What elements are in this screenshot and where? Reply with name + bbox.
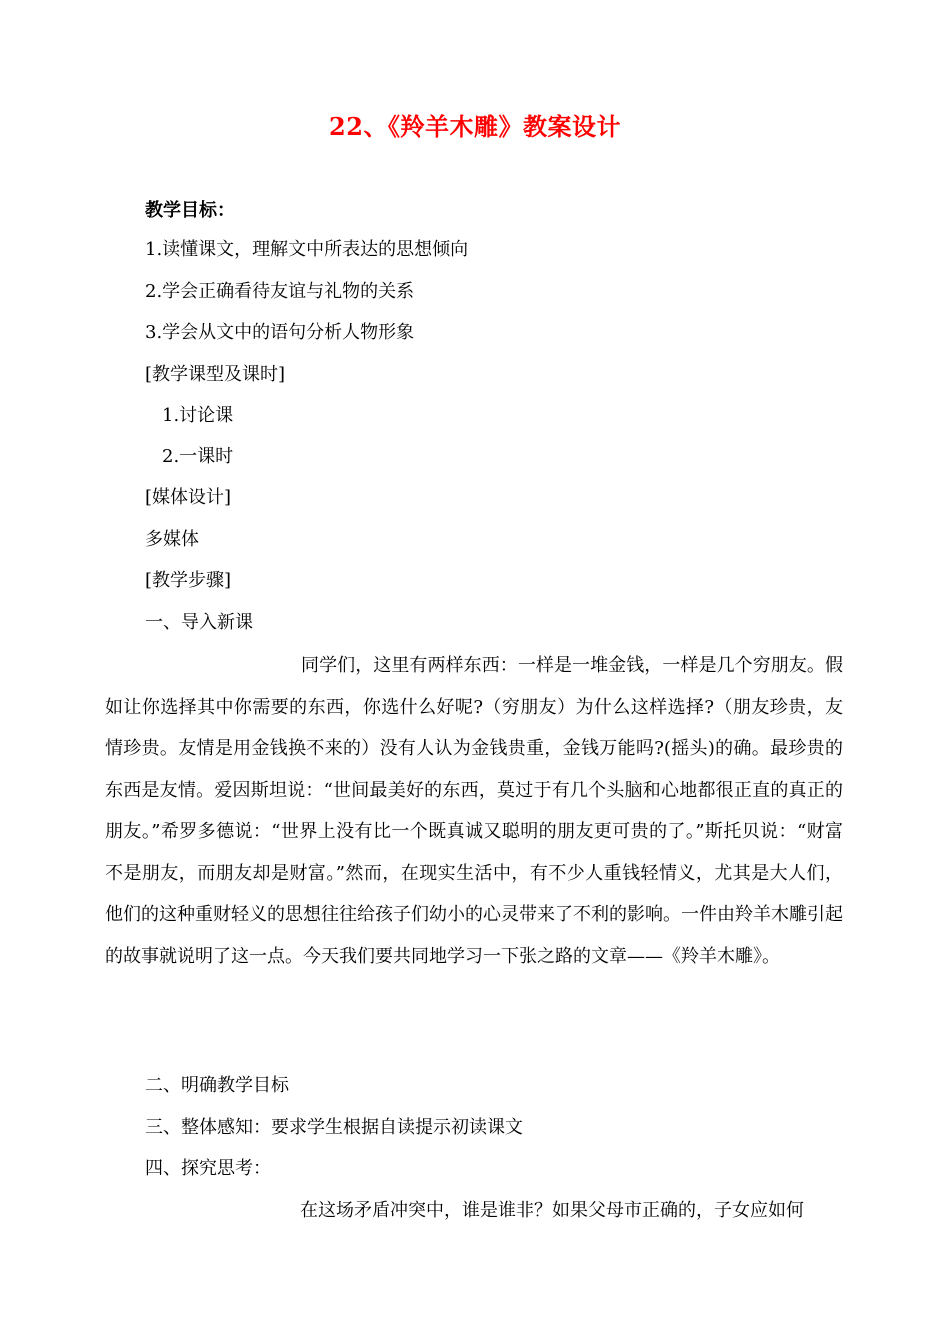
course-type-item: 1.讨论课 bbox=[162, 405, 234, 426]
steps-heading: [教学步骤] bbox=[145, 570, 232, 591]
step-heading: 一、导入新课 bbox=[145, 612, 253, 633]
objective-item: 3.学会从文中的语句分析人物形象 bbox=[145, 322, 415, 343]
intro-paragraph: 同学们，这里有两样东西：一样是一堆金钱，一样是几个穷朋友。假如让你选择其中你需要的东西，你选什么好呢?（穷朋友）为什么这样选择?（朋友珍贵，友情珍贵。友情是用金钱换不来的）没有人认为金钱贵重，金钱万能吗?(摇头)的确。最珍贵的东西是友情。爱因斯坦说：“世间最美好的东西，莫过于有几个头脑和心地都很正直的真正的朋友。”希罗多德说：“世界上没有比一个既真诚又聪明的朋友更可贵的了。”斯托贝说：“财富不是朋友，而朋友却是财富。”然而，在现实生活中，有不少人重钱轻情义，尤其是大人们，他们的这种重财轻义的思想往往给孩子们幼小的心灵带来了不利的影响。一件由羚羊木雕引起的故事就说明了这一点。今天我们要共同地学习一下张之路的文章——《羚羊木雕》。 bbox=[105, 655, 843, 967]
objectives-heading: 教学目标： bbox=[145, 200, 235, 221]
objective-item: 2.学会正确看待友谊与礼物的关系 bbox=[145, 281, 415, 302]
course-type-item: 2.一课时 bbox=[162, 446, 234, 467]
final-paragraph: 在这场矛盾冲突中，谁是谁非？如果父母市正确的，子女应如何 bbox=[300, 1200, 804, 1221]
course-type-heading: [教学课型及课时] bbox=[145, 364, 286, 385]
document-title: 22、《羚羊木雕》教案设计 bbox=[329, 112, 621, 141]
step-heading: 三、整体感知：要求学生根据自读提示初读课文 bbox=[145, 1117, 523, 1138]
step-heading: 四、探究思考： bbox=[145, 1158, 271, 1179]
objective-item: 1.读懂课文，理解文中所表达的思想倾向 bbox=[145, 239, 469, 260]
step-heading: 二、明确教学目标 bbox=[145, 1075, 289, 1096]
media-text: 多媒体 bbox=[145, 529, 199, 550]
media-heading: [媒体设计] bbox=[145, 487, 232, 508]
